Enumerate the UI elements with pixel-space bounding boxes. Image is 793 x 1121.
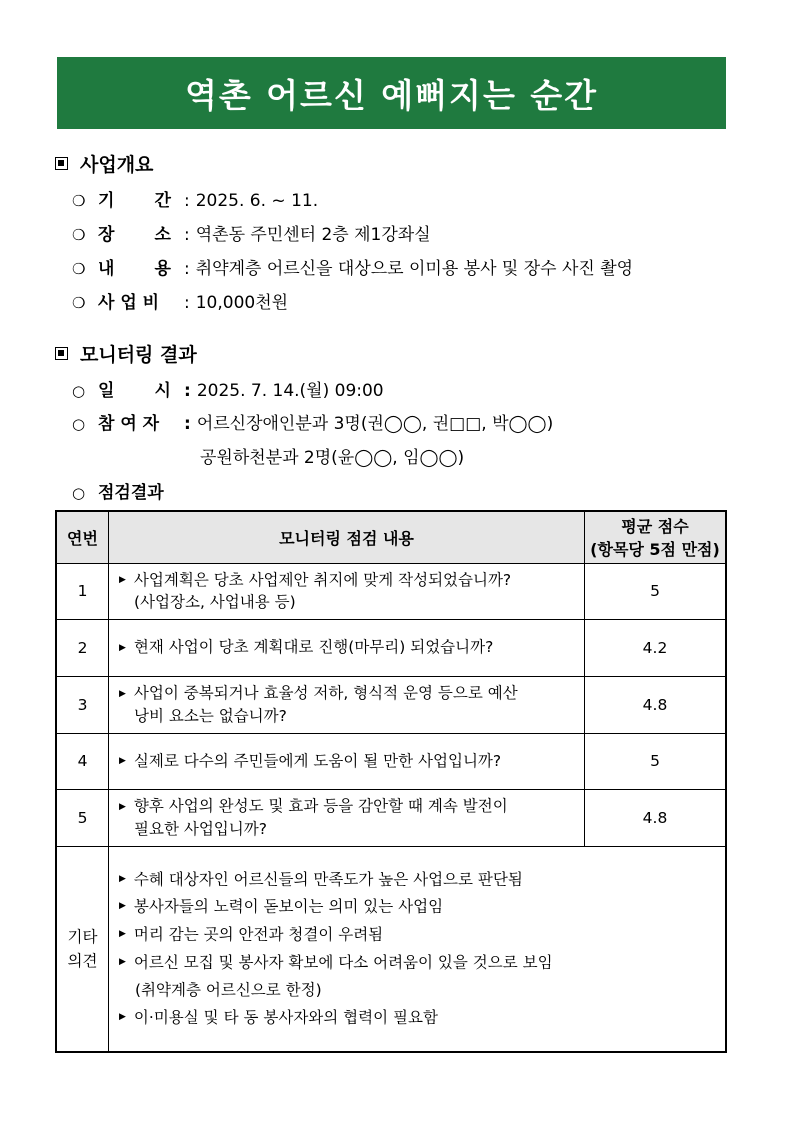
opinion-item: ▶ 어르신 모집 및 봉사자 확보에 다소 어려움이 있을 것으로 보임: [119, 949, 717, 977]
question-line1: 사업이 중복되거나 효율성 저하, 형식적 운영 등으로 예산: [133, 684, 518, 703]
square-bullet-icon: [55, 347, 68, 360]
opinion-row: [56, 846, 726, 1052]
other-label-line2: 의견: [67, 951, 98, 970]
table-header-row: [56, 511, 726, 563]
budget-label: 사 업 비: [98, 293, 160, 313]
row-question: [109, 619, 585, 676]
table-row: [56, 733, 726, 789]
score-header-line1: 평균 점수: [621, 517, 689, 537]
monitoring-date: ○ 일 시 : 2025. 7. 14.(월) 09:00: [72, 376, 384, 401]
circle-bullet-icon: ❍: [72, 192, 86, 210]
monitoring-participants: ○ 참 여 자 : 어르신장애인분과 3명(권◯◯, 권□□, 박◯◯): [72, 409, 553, 434]
col-score-header: [585, 511, 727, 563]
col-no-header: 연번: [56, 511, 109, 563]
circle-bullet-icon: ❍: [72, 226, 86, 244]
row-no: 4: [56, 733, 109, 789]
triangle-bullet-icon: ▶: [119, 873, 126, 884]
row-question: [109, 733, 585, 789]
monitoring-heading-text: 모니터링 결과: [80, 344, 197, 366]
question-line2: (사업장소, 사업내용 등): [134, 593, 296, 612]
question-line1: 사업계획은 당초 사업제안 취지에 맞게 작성되었습니까?: [133, 570, 512, 589]
triangle-bullet-icon: ▶: [119, 1012, 126, 1023]
question-line1: 실제로 다수의 주민들에게 도움이 될 만한 사업입니까?: [133, 751, 502, 770]
opinions: [109, 846, 727, 1052]
triangle-bullet-icon: ▶: [119, 801, 126, 812]
row-no: 1: [56, 563, 109, 619]
row-question: [109, 676, 585, 733]
square-bullet-icon: [55, 157, 68, 170]
circle-bullet-icon: ○: [72, 484, 86, 502]
triangle-bullet-icon: ▶: [119, 575, 126, 586]
place-label: 장 소: [98, 225, 171, 245]
opinion-item: ▶ 봉사자들의 노력이 돋보이는 의미 있는 사업임: [119, 893, 717, 921]
overview-budget: ❍ 사 업 비 : 10,000천원: [72, 288, 288, 313]
table-row: [56, 676, 726, 733]
row-question: [109, 789, 585, 846]
period-value: 2025. 6. ~ 11.: [195, 191, 319, 211]
triangle-bullet-icon: ▶: [119, 688, 126, 699]
content-label: 내 용: [98, 259, 171, 279]
date-label: 일 시: [98, 381, 171, 401]
content-value: 취약계층 어르신을 대상으로 이미용 봉사 및 장수 사진 촬영: [195, 259, 634, 279]
triangle-bullet-icon: ▶: [119, 901, 126, 912]
overview-place: ❍ 장 소 : 역촌동 주민센터 2층 제1강좌실: [72, 220, 431, 245]
row-score: 5: [585, 563, 727, 619]
row-score: 5: [585, 733, 727, 789]
check-label: 점검결과: [98, 483, 164, 503]
circle-bullet-icon: ○: [72, 415, 86, 433]
row-score: 4.8: [585, 789, 727, 846]
score-header-line2: (항목당 5점 만점): [590, 540, 720, 560]
overview-heading-text: 사업개요: [80, 154, 154, 176]
row-no: 5: [56, 789, 109, 846]
participants-label: 참 여 자: [98, 414, 160, 434]
monitoring-heading: [55, 340, 197, 367]
budget-value: 10,000천원: [195, 293, 289, 313]
monitoring-participants-2: [200, 443, 464, 468]
circle-bullet-icon: ❍: [72, 260, 86, 278]
check-table: [55, 510, 727, 1053]
place-value: 역촌동 주민센터 2층 제1강좌실: [195, 225, 431, 245]
table-row: [56, 563, 726, 619]
col-content-header: 모니터링 점검 내용: [109, 511, 585, 563]
opinion-note: (취약계층 어르신으로 한정): [135, 980, 322, 999]
overview-heading: [55, 150, 153, 177]
circle-bullet-icon: ❍: [72, 294, 86, 312]
row-no: 2: [56, 619, 109, 676]
table-row: [56, 619, 726, 676]
row-score: 4.8: [585, 676, 727, 733]
triangle-bullet-icon: ▶: [119, 756, 126, 767]
date-value: 2025. 7. 14.(월) 09:00: [196, 381, 384, 401]
triangle-bullet-icon: ▶: [119, 956, 126, 967]
other-label-line1: 기타: [67, 927, 98, 946]
question-line1: 현재 사업이 당초 계획대로 진행(마무리) 되었습니까?: [133, 638, 494, 657]
opinion-item: ▶ 이·미용실 및 타 동 봉사자와의 협력이 필요함: [119, 1004, 717, 1032]
question-line2: 낭비 요소는 없습니까?: [134, 706, 287, 725]
participants-line1: 어르신장애인분과 3명(권◯◯, 권□□, 박◯◯): [196, 414, 554, 434]
table-row: [56, 789, 726, 846]
row-no: 3: [56, 676, 109, 733]
monitoring-check: [72, 478, 164, 503]
row-score: 4.2: [585, 619, 727, 676]
participants-line2: 공원하천분과 2명(윤◯◯, 임◯◯): [200, 448, 465, 468]
overview-period: ❍ 기 간 : 2025. 6. ~ 11.: [72, 186, 318, 211]
opinion-item: ▶ 머리 감는 곳의 안전과 청결이 우려됨: [119, 921, 717, 949]
triangle-bullet-icon: ▶: [119, 929, 126, 940]
question-line1: 향후 사업의 완성도 및 효과 등을 감안할 때 계속 발전이: [133, 797, 508, 816]
question-line2: 필요한 사업입니까?: [134, 819, 267, 838]
period-label: 기 간: [98, 191, 171, 211]
overview-content: ❍ 내 용 : 취약계층 어르신을 대상으로 이미용 봉사 및 장수 사진 촬영: [72, 254, 633, 279]
opinion-item: ▶ 수혜 대상자인 어르신들의 만족도가 높은 사업으로 판단됨: [119, 866, 717, 894]
triangle-bullet-icon: ▶: [119, 642, 126, 653]
circle-bullet-icon: ○: [72, 382, 86, 400]
other-label: [56, 846, 109, 1052]
page-title: 역촌 어르신 예뻐지는 순간: [57, 57, 726, 129]
row-question: [109, 563, 585, 619]
